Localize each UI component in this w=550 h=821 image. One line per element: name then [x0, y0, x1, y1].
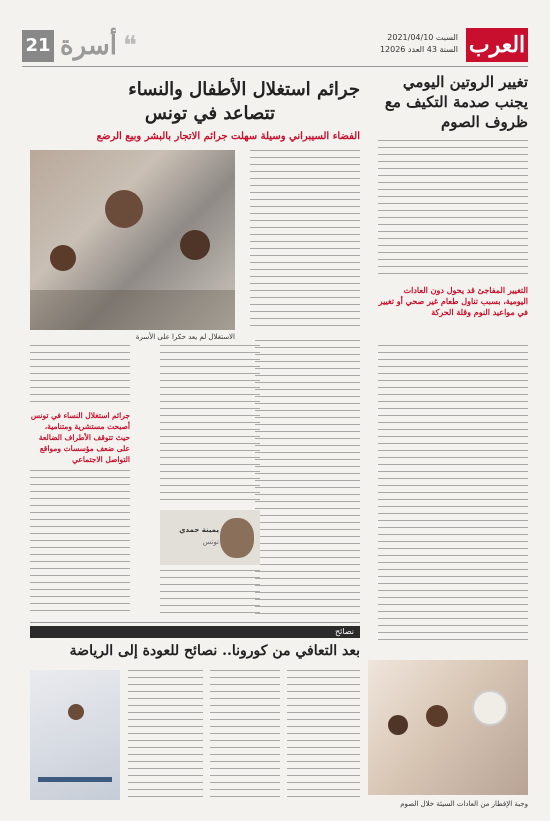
photo-figure-child-2: [180, 230, 210, 260]
right-article-subhead: التغيير المفاجئ قد يحول دون العادات اليومية، بسبب تناول طعام غير صحي أو تغيير في مواعيد النوم وقلة الحركة: [378, 285, 528, 317]
main-headline: [20, 78, 360, 126]
photo-floor: [30, 290, 235, 330]
main-body-col-1: [30, 345, 130, 405]
yoga-figure: [68, 704, 84, 720]
yoga-photo: [30, 670, 120, 800]
bottom-article-tag-bar: [30, 626, 360, 638]
right-article-headline: تغيير الروتين اليومي يجنب صدمة التكيف مع ظروف الصوم: [384, 73, 528, 131]
main-photo: [30, 150, 235, 330]
main-body-col-2: [160, 345, 260, 505]
issue-meta: [380, 32, 458, 56]
bottom-right-caption: وجبة الإفطار من العادات السيئة خلال الصوم: [400, 800, 528, 808]
main-deck: الفضاء السيبراني وسيلة سهلت جرائم الاتجار بالبشر وبيع الرضع: [96, 131, 360, 142]
issue-line: السنة 43 العدد 12026: [379, 45, 458, 54]
photo-figure-kid-a: [426, 705, 448, 727]
right-article-body-2: [378, 345, 528, 640]
bottom-body-col-3: [287, 670, 360, 800]
photo-figure-kid-b: [388, 715, 408, 735]
photo-figure-woman: [105, 190, 143, 228]
author-box: [160, 510, 260, 565]
main-body-top-right: [250, 150, 360, 330]
right-article-body: [378, 140, 528, 280]
main-body-col-2b: [160, 570, 260, 615]
author-name: يمينة حمدي: [179, 526, 219, 534]
main-headline-line1: جرائم استغلال الأطفال والنساء: [128, 79, 360, 100]
main-body-col-3: [255, 340, 360, 615]
newspaper-logo: العرب: [466, 28, 528, 62]
pullquote: جرائم استغلال النساء في تونس أصبحت مستشرية ومتنامية، حيث تتوقف الأطراف الضالعة على ضعف مؤسسات ومواقع التواصل الاجتماعي: [30, 411, 130, 464]
quote-icon: ❝: [122, 31, 137, 61]
bottom-article-tag: نصائح: [335, 627, 354, 636]
section-divider: [30, 622, 360, 623]
page-number: 21: [22, 30, 54, 62]
author-location: تونس: [202, 538, 219, 546]
bottom-headline: بعد التعافي من كورونا.. نصائح للعودة إلى الرياضة: [69, 643, 360, 659]
main-headline-line2: تتصاعد في تونس: [144, 103, 276, 124]
family-iftar-photo: [368, 660, 528, 795]
section-header: [22, 28, 137, 64]
yoga-mat: [38, 777, 112, 782]
bottom-body-col-2: [210, 670, 280, 800]
masthead: [22, 28, 528, 67]
main-photo-caption: الاستغلال لم يعد حكرا على الأسرة: [135, 333, 235, 341]
photo-figure-mother: [472, 690, 508, 726]
section-title: أسرة: [60, 31, 117, 61]
author-avatar: [220, 518, 254, 558]
date-line: السبت 2021/04/10: [387, 33, 458, 42]
bottom-body-col-1: [128, 670, 203, 800]
photo-figure-child-1: [50, 245, 76, 271]
main-body-col-1b: [30, 470, 130, 615]
